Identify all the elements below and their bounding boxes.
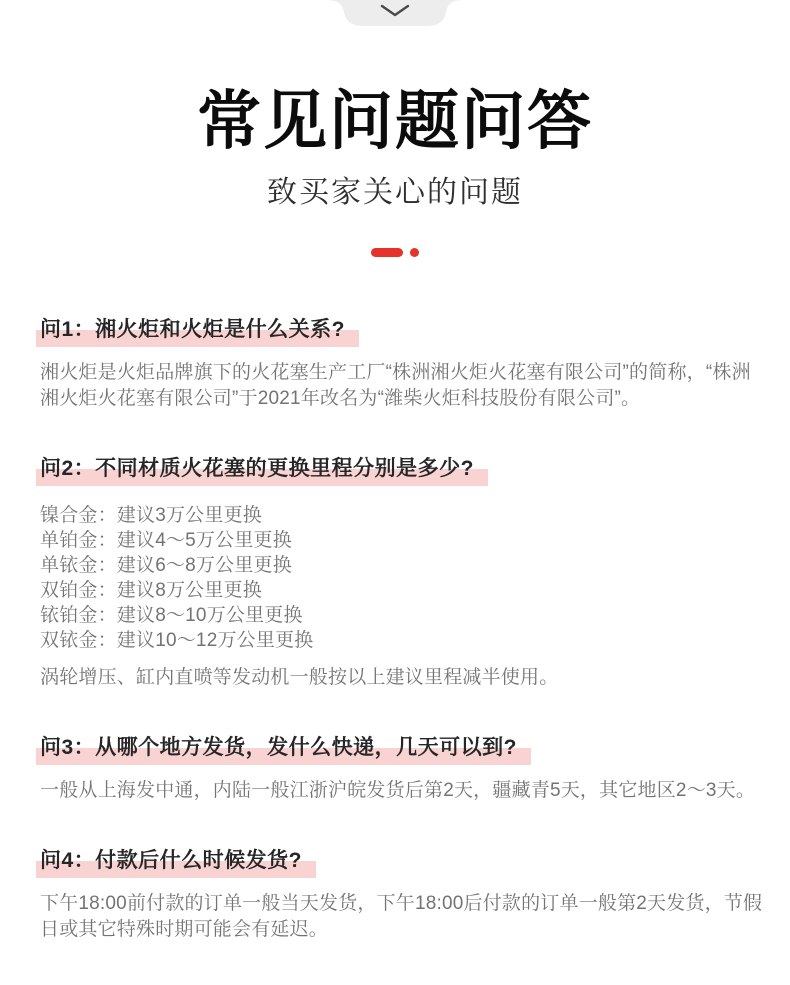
page-title: 常见问题问答 bbox=[197, 85, 593, 157]
faq-item-1 bbox=[40, 317, 766, 412]
question-title bbox=[40, 848, 766, 878]
faq-header bbox=[0, 0, 790, 257]
question-title bbox=[40, 456, 766, 486]
question-title bbox=[40, 735, 766, 765]
answer-text: 湘火炬是火炬品牌旗下的火花塞生产工厂“株洲湘火炬火花塞有限公司”的简称，“株洲湘火炬火花塞有限公司”于2021年改名为“潍柴火炬科技股份有限公司”。 bbox=[40, 361, 751, 409]
note-text: 涡轮增压、缸内直喷等发动机一般按以上建议里程减半使用。 bbox=[40, 666, 559, 688]
list-item: 双铂金：建议8万公里更换 bbox=[40, 579, 262, 601]
question-highlight: 问2：不同材质火花塞的更换里程分别是多少? bbox=[36, 456, 488, 486]
divider-dot bbox=[410, 248, 419, 257]
list-item: 单铂金：建议4～5万公里更换 bbox=[40, 529, 292, 551]
question-highlight: 问1：湘火炬和火炬是什么关系? bbox=[36, 317, 359, 347]
mileage-list bbox=[40, 503, 766, 653]
chevron-down-icon bbox=[379, 4, 411, 18]
page-subtitle: 致买家关心的问题 bbox=[267, 175, 523, 209]
answer-text: 下午18:00前付款的订单一般当天发货，下午18:00后付款的订单一般第2天发货，节假日或其它特殊时期可能会有延迟。 bbox=[40, 892, 763, 940]
list-item: 单铱金：建议6～8万公里更换 bbox=[40, 554, 292, 576]
question-highlight: 问3：从哪个地方发货，发什么快递，几天可以到? bbox=[36, 735, 531, 765]
faq-section bbox=[0, 317, 790, 943]
question-title bbox=[40, 317, 766, 347]
faq-item-3 bbox=[40, 735, 766, 804]
list-item: 铱铂金：建议8～10万公里更换 bbox=[40, 604, 303, 626]
divider-dash bbox=[371, 248, 403, 257]
red-divider bbox=[0, 248, 790, 257]
faq-item-4 bbox=[40, 848, 766, 943]
faq-item-2 bbox=[40, 456, 766, 691]
list-item: 镍合金：建议3万公里更换 bbox=[40, 504, 262, 526]
question-highlight: 问4：付款后什么时候发货? bbox=[36, 848, 316, 878]
pull-tab-handle[interactable] bbox=[325, 0, 465, 27]
answer-text: 一般从上海发中通，内陆一般江浙沪皖发货后第2天，疆藏青5天，其它地区2～3天。 bbox=[40, 779, 756, 801]
list-item: 双铱金：建议10～12万公里更换 bbox=[40, 629, 314, 651]
